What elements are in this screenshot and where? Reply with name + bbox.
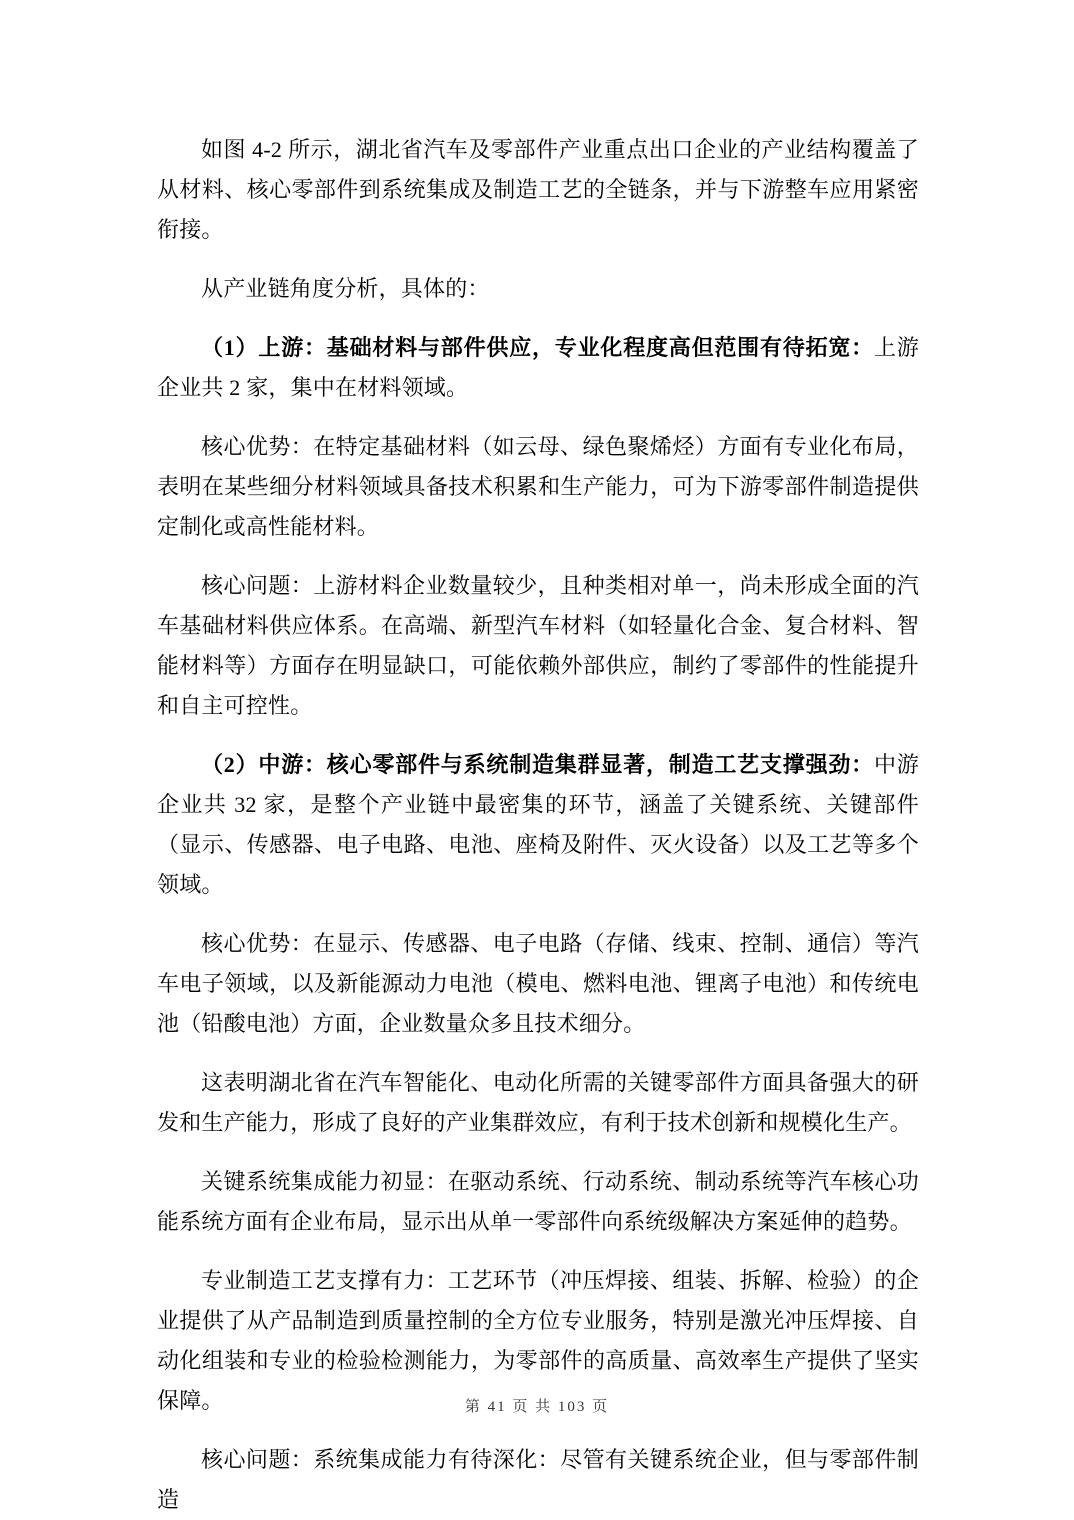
paragraph-text: 从产业链角度分析，具体的：: [201, 276, 490, 301]
document-body: [157, 130, 919, 1520]
paragraph-text: 核心问题：系统集成能力有待深化：尽管有关键系统企业，但与零部件制造: [157, 1447, 919, 1512]
section-heading-midstream: （2）中游：核心零部件与系统制造集群显著，制造工艺支撑强劲：: [201, 752, 874, 777]
paragraph-upstream-heading: [157, 328, 919, 408]
paragraph-text: 关键系统集成能力初显：在驱动系统、行动系统、制动系统等汽车核心功能系统方面有企业布局，显示出从单一零部件向系统级解决方案延伸的趋势。: [157, 1169, 919, 1234]
paragraph-upstream-advantage: [157, 427, 919, 547]
paragraph-midstream-heading: [157, 745, 919, 905]
paragraph-text: 专业制造工艺支撑有力：工艺环节（冲压焊接、组装、拆解、检验）的企业提供了从产品制造到质量控制的全方位专业服务，特别是激光冲压焊接、自动化组装和专业的检验检测能力，为零部件的高质量、高效率生产提供了坚实保障。: [157, 1268, 919, 1413]
paragraph-text: 这表明湖北省在汽车智能化、电动化所需的关键零部件方面具备强大的研发和生产能力，形成了良好的产业集群效应，有利于技术创新和规模化生产。: [157, 1070, 919, 1135]
paragraph-upstream-problem: [157, 566, 919, 726]
section-heading-upstream: （1）上游：基础材料与部件供应，专业化程度高但范围有待拓宽：: [201, 335, 874, 360]
paragraph-midstream-problem: [157, 1440, 919, 1520]
paragraph-text: 上游企业共 2 家，集中在材料领域。: [157, 335, 919, 400]
page-footer: [0, 1396, 1074, 1418]
paragraph-midstream-advantage: [157, 924, 919, 1044]
paragraph-midstream-summary: [157, 1063, 919, 1143]
paragraph-text: 核心问题：上游材料企业数量较少，且种类相对单一，尚未形成全面的汽车基础材料供应体系。在高端、新型汽车材料（如轻量化合金、复合材料、智能材料等）方面存在明显缺口，可能依赖外部供应，制约了零部件的性能提升和自主可控性。: [157, 573, 919, 718]
paragraph-analysis-lead: [157, 269, 919, 309]
paragraph-text: 如图 4-2 所示，湖北省汽车及零部件产业重点出口企业的产业结构覆盖了从材料、核心零部件到系统集成及制造工艺的全链条，并与下游整车应用紧密衔接。: [157, 137, 919, 242]
paragraph-intro: [157, 130, 919, 250]
paragraph-text: 核心优势：在特定基础材料（如云母、绿色聚烯烃）方面有专业化布局，表明在某些细分材料领域具备技术积累和生产能力，可为下游零部件制造提供定制化或高性能材料。: [157, 434, 919, 539]
paragraph-system-integration: [157, 1162, 919, 1242]
page-number-label: 第 41 页 共 103 页: [464, 1399, 610, 1415]
paragraph-text: 中游企业共 32 家，是整个产业链中最密集的环节，涵盖了关键系统、关键部件（显示、传感器、电子电路、电池、座椅及附件、灭火设备）以及工艺等多个领域。: [157, 752, 919, 897]
paragraph-text: 核心优势：在显示、传感器、电子电路（存储、线束、控制、通信）等汽车电子领域，以及新能源动力电池（模电、燃料电池、锂离子电池）和传统电池（铅酸电池）方面，企业数量众多且技术细分。: [157, 931, 919, 1036]
